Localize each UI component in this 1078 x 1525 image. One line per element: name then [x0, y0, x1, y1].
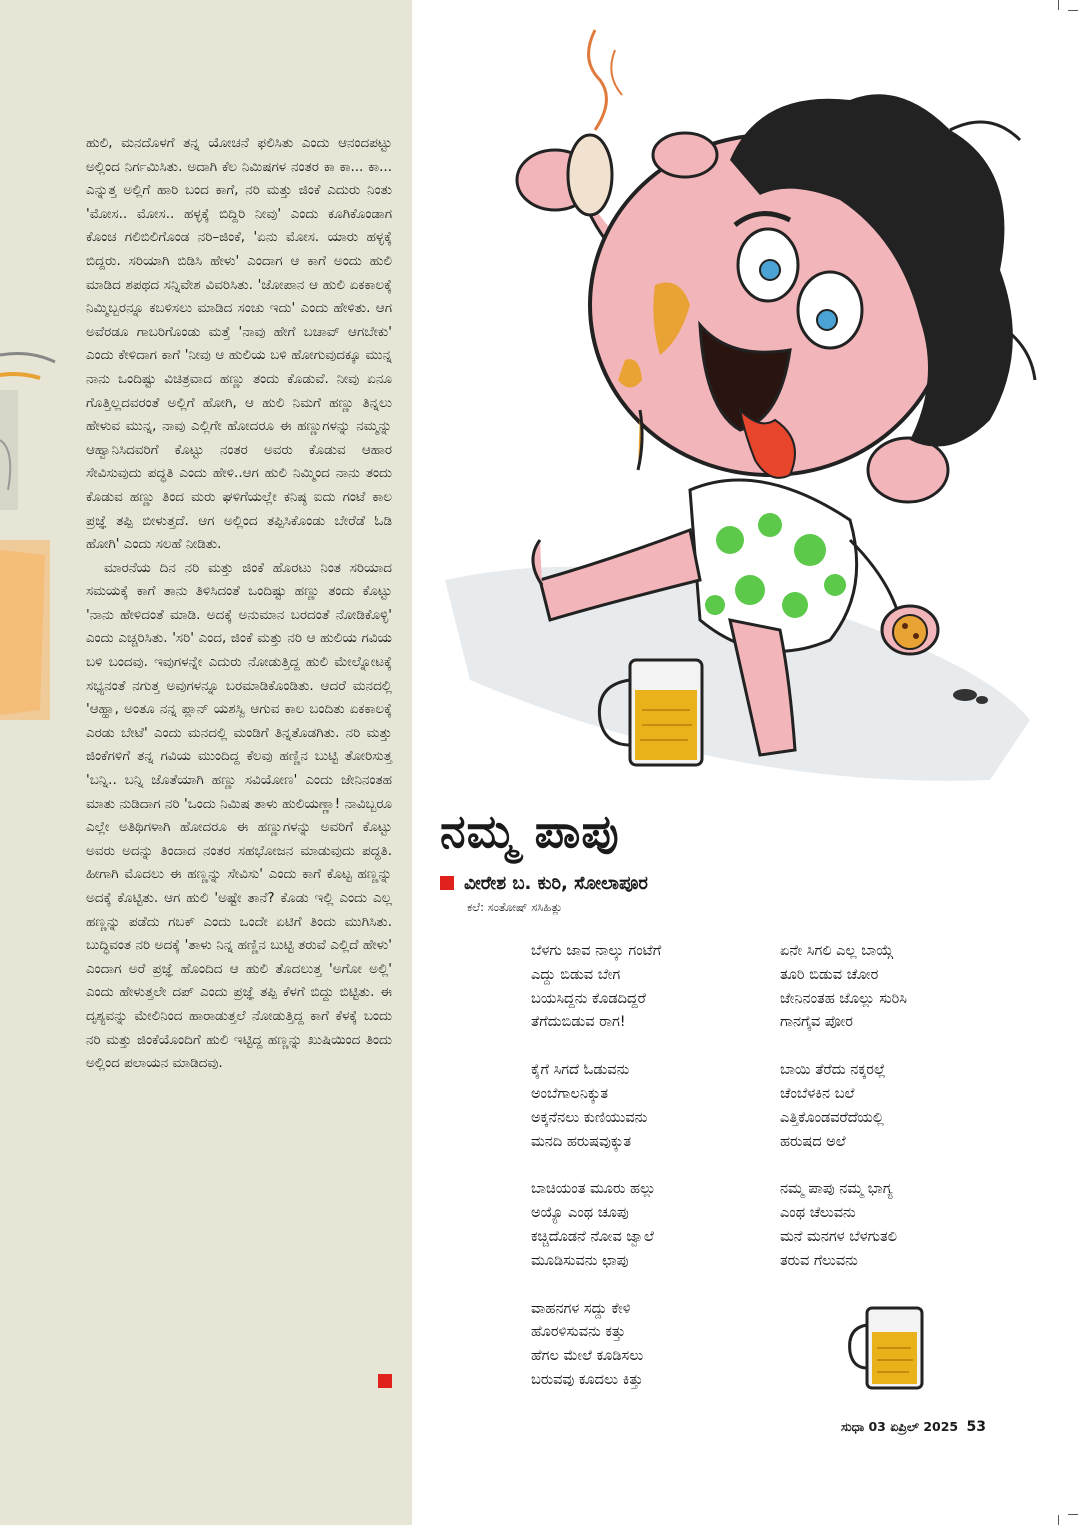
- stanza: [780, 1178, 1010, 1273]
- poem-line: ಬಾಯಿ ತೆರೆದು ನಕ್ಕರಲ್ಲೆ: [780, 1062, 886, 1079]
- author-name: ವೀರೇಶ ಬ. ಕುರಿ, ಸೋಲಾಪೂರ: [464, 873, 648, 894]
- small-beer-mug-illustration: [845, 1300, 930, 1395]
- poem-line: ಬೆಳಗು ಜಾವ ನಾಲ್ಕು ಗಂಟೆಗೆ: [531, 943, 662, 959]
- page-footer: [841, 1419, 986, 1435]
- poem-line: ತೆಗೆದುಬಿಡುವ ರಾಗ!: [531, 1014, 626, 1031]
- poem-line: ಅಯ್ಯೊ ಎಂಥ ಚೂಪು: [531, 1205, 629, 1222]
- art-credit: ಕಲೆ: ಸಂತೋಷ್ ಸಸಿಹಿತ್ಲು: [467, 900, 563, 914]
- stanza: [531, 1178, 761, 1273]
- poem-column-2: [780, 940, 1010, 1298]
- poem-line: ಎದ್ದು ಬಿಡುವ ಬೇಗ: [531, 966, 621, 983]
- poem-line: ಅಕ್ಕನೆನಲು ಕುಣಿಯುವನು: [531, 1109, 648, 1126]
- crop-mark: [1068, 10, 1078, 11]
- poem-line: ಮನೆ ಮನಗಳ ಬೆಳಗುತಲಿ: [780, 1228, 897, 1245]
- story-text: [86, 132, 392, 1076]
- poem-line: ಬಾಚಿಯಂತ ಮೂರು ಹಲ್ಲು: [531, 1181, 656, 1198]
- baby-illustration: [430, 20, 1050, 810]
- poem-column-1: [531, 940, 761, 1417]
- stanza: [531, 1298, 761, 1393]
- poem-line: ಗಾನಗೈವ ಪೋರ: [780, 1014, 853, 1031]
- story-panel: [0, 0, 412, 1525]
- poem-author: [440, 873, 648, 894]
- poem-line: ಮನದಿ ಹರುಷವುಕ್ಕುತ: [531, 1133, 632, 1150]
- crop-mark: [1058, 1515, 1059, 1525]
- stanza: [531, 940, 761, 1035]
- poem-line: ಚೆಂಬೆಳಕಿನ ಬಲೆ: [780, 1085, 855, 1102]
- poem-line: ಎತ್ತಿಕೊಂಡವರೆದೆಯಲ್ಲಿ: [780, 1109, 884, 1126]
- end-of-story-mark: [378, 1374, 392, 1388]
- author-bullet: [440, 876, 454, 890]
- side-illustration-fragment: [0, 350, 60, 730]
- poem-line: ಹೊರಳಿಸುವನು ಕತ್ತು: [531, 1324, 626, 1341]
- crop-mark: [1068, 1514, 1078, 1515]
- poem-line: ಎಂಥ ಚೆಲುವನು: [780, 1205, 856, 1222]
- story-paragraph: ಹುಲಿ, ಮನದೊಳಗೆ ತನ್ನ ಯೋಚನೆ ಫಲಿಸಿತು ಎಂದು ಆನಂದಪಟ್ಟು ಅಲ್ಲಿಂದ ನಿರ್ಗಮಿಸಿತು. ಅದಾಗಿ ಕೆಲ ನಿಮಿಷಗಳ ನಂತರ ಕಾ ಕಾ... ಕಾ... ಎನ್ನುತ್ತ ಅಲ್ಲಿಗೆ ಹಾರಿ ಬಂದ ಕಾಗೆ, ನರಿ ಮತ್ತು ಜಿಂಕೆ ಎದುರು ನಿಂತು 'ಮೋಸ.. ಮೋಸ.. ಹಳ್ಳಕ್ಕೆ ಬಿದ್ದಿರಿ ನೀವು' ಎಂದು ಕೂಗಿಕೊಂಡಾಗ ಕೊಂಚ ಗಲಿಬಿಲಿಗೊಂಡ ನರಿ–ಜಿಂಕೆ, 'ಏನು ಮೋಸ. ಯಾರು ಹಳ್ಳಕ್ಕೆ ಬಿದ್ದರು. ಸರಿಯಾಗಿ ಬಿಡಿಸಿ ಹೇಳು' ಎಂದಾಗ ಆ ಕಾಗೆ ಅಂದು ಹುಲಿ ಮಾಡಿದ ಶಪಥದ ಸನ್ನಿವೇಶ ವಿವರಿಸಿತು. 'ಜೋಪಾನ ಆ ಹುಲಿ ಏಕಕಾಲಕ್ಕೆ ನಿಮ್ಮಿಬ್ಬರನ್ನೂ ಕಬಳಿಸಲು ಮಾಡಿದ ಸಂಚು ಇದು' ಎಂದು ಹೇಳಿತು. ಆಗ ಅವೆರಡೂ ಗಾಬರಿಗೊಂಡು ಮತ್ತೆ 'ನಾವು ಹೇಗೆ ಬಚಾವ್ ಆಗಬೇಕು' ಎಂದು ಕೇಳಿದಾಗ ಕಾಗೆ 'ನೀವು ಆ ಹುಲಿಯ ಬಳಿ ಹೋಗುವುದಕ್ಕೂ ಮುನ್ನ ನಾನು ಒಂದಿಷ್ಟು ವಿಚಿತ್ರವಾದ ಹಣ್ಣು ತಂದು ಕೊಡುವೆ. ನೀವು ಏನೂ ಗೊತ್ತಿಲ್ಲದವರಂತೆ ಅಲ್ಲಿಗೆ ಹೋಗಿ, ಆ ಹುಲಿ ನಿಮಗೆ ಹಣ್ಣು ತಿನ್ನಲು ಹೇಳುವ ಮುನ್ನ, ನಾವು ಎಲ್ಲಿಗೇ ಹೋದರೂ ಈ ಹಣ್ಣುಗಳನ್ನು ನಮ್ಮನ್ನು ಆಹ್ವಾನಿಸಿದವರಿಗೆ ಕೊಟ್ಟು ನಂತರ ಅವರು ಕೊಡುವ ಆಹಾರ ಸೇವಿಸುವುದು ಪದ್ಧತಿ ಎಂದು ಹೇಳಿ..ಆಗ ಹುಲಿ ನಿಮ್ಮಿಂದ ನಾನು ತಂದು ಕೊಡುವ ಹಣ್ಣು ತಿಂದ ಮರು ಘಳಿಗೆಯಲ್ಲೇ ಕನಿಷ್ಠ ಐದು ಗಂಟೆ ಕಾಲ ಪ್ರಜ್ಞೆ ತಪ್ಪಿ ಬೀಳುತ್ತದೆ. ಆಗ ಅಲ್ಲಿಂದ ತಪ್ಪಿಸಿಕೊಂಡು ಬೇರೆಡೆ ಓಡಿ ಹೋಗಿ' ಎಂದು ಸಲಹೆ ನೀಡಿತು.: [86, 135, 392, 553]
- poem-line: ತರುವ ಗೆಲುವನು: [780, 1252, 858, 1269]
- poem-line: ಕೈಗೆ ಸಿಗದೆ ಓಡುವನು: [531, 1062, 630, 1079]
- poem-title: ನಮ್ಮ ಪಾಪು: [440, 804, 620, 858]
- story-paragraph: ಮಾರನೆಯ ದಿನ ನರಿ ಮತ್ತು ಜಿಂಕೆ ಹೊರಟು ನಿಂತ ಸರಿಯಾದ ಸಮಯಕ್ಕೆ ಕಾಗೆ ತಾನು ತಿಳಿಸಿದಂತೆ ಒಂದಿಷ್ಟು ಹಣ್ಣು ತಂದು ಕೊಟ್ಟು 'ನಾನು ಹೇಳಿದಂತೆ ಮಾಡಿ. ಅದಕ್ಕೆ ಅನುಮಾನ ಬರದಂತೆ ನೋಡಿಕೊಳ್ಳಿ' ಎಂದು ಎಚ್ಚರಿಸಿತು. 'ಸರಿ' ಎಂದ, ಜಿಂಕೆ ಮತ್ತು ನರಿ ಆ ಹುಲಿಯ ಗವಿಯ ಬಳಿ ಬಂದವು. ಇವುಗಳನ್ನೇ ಎದುರು ನೋಡುತ್ತಿದ್ದ ಹುಲಿ ಮೇಲ್ನೋಟಕ್ಕೆ ಸಭ್ಯನಂತೆ ನಗುತ್ತ ಅವುಗಳನ್ನೂ ಬರಮಾಡಿಕೊಂಡಿತು. ಆದರೆ ಮನದಲ್ಲಿ 'ಆಹ್ಹಾ, ಅಂತೂ ನನ್ನ ಪ್ಲಾನ್ ಯಶಸ್ವಿ ಆಗುವ ಕಾಲ ಬಂದಿತು ಏಕಕಾಲಕ್ಕೆ ಎರಡು ಬೇಟೆ' ಎಂದು ಮನದಲ್ಲಿ ಮಂಡಿಗೆ ತಿನ್ನತೊಡಗಿತು. ನರಿ ಮತ್ತು ಜಿಂಕೆಗಳಿಗೆ ತನ್ನ ಗವಿಯ ಮುಂದಿದ್ದ ಕೆಲವು ಹಣ್ಣಿನ ಬುಟ್ಟಿ ತೋರಿಸುತ್ತ 'ಬನ್ನಿ.. ಬನ್ನಿ ಜೊತೆಯಾಗಿ ಹಣ್ಣು ಸವಿಯೋಣ' ಎಂದು ಜೇನಿನಂತಹ ಮಾತು ನುಡಿದಾಗ ನರಿ 'ಒಂದು ನಿಮಿಷ ತಾಳು ಹುಲಿಯಣ್ಣಾ! ನಾವಿಬ್ಬರೂ ಎಲ್ಲೇ ಅತಿಥಿಗಳಾಗಿ ಹೋದರೂ ಈ ಹಣ್ಣುಗಳನ್ನು ಅವರಿಗೆ ಕೊಟ್ಟು ಅವರು ಅದನ್ನು ತಿಂದಾದ ನಂತರ ಸಹಭೋಜನ ಮಾಡುವುದು ಪದ್ಧತಿ. ಹೀಗಾಗಿ ಮೊದಲು ಈ ಹಣ್ಣನ್ನು ಸೇವಿಸು' ಎಂದು ಕಾಗೆ ಕೊಟ್ಟ ಹಣ್ಣನ್ನು ಅದಕ್ಕೆ ಕೊಟ್ಟಿತು. ಆಗ ಹುಲಿ 'ಅಷ್ಟೇ ತಾನೆ? ಕೊಡು ಇಲ್ಲಿ ಎಂದು ಎಲ್ಲ ಹಣ್ಣನ್ನು ಪಡೆದು ಗಬಕ್ ಎಂದು ಒಂದೇ ಏಟಿಗೆ ತಿಂದು ಮುಗಿಸಿತು. ಬುದ್ಧಿವಂತ ನರಿ ಅದಕ್ಕೆ 'ತಾಳು ನಿನ್ನ ಹಣ್ಣಿನ ಬುಟ್ಟಿ ತರುವೆ ಎಲ್ಲಿದೆ ಹೇಳು' ಎಂದಾಗ ಅರೆ ಪ್ರಜ್ಞೆ ಹೊಂದಿದ ಆ ಹುಲಿ ತೊದಲುತ್ತ 'ಅಗೋ ಅಲ್ಲಿ' ಎಂದು ಹೇಳುತ್ತಲೇ ದಪ್ ಎಂದು ಪ್ರಜ್ಞೆ ತಪ್ಪಿ ಕೆಳಗೆ ಬಿದ್ದು ಬಿಟ್ಟಿತು. ಈ ದೃಶ್ಯವನ್ನು ಮೇಲಿನಿಂದ ಹಾರಾಡುತ್ತಲೆ ನೋಡುತ್ತಿದ್ದ ಕಾಗೆ ಕೆಳಕ್ಕೆ ಬಂದು ನರಿ ಮತ್ತು ಜಿಂಕೆಯೊಂದಿಗೆ ಹುಲಿ ಇಟ್ಟಿದ್ದ ಹಣ್ಣನ್ನು ಖುಷಿಯಿಂದ ತಿಂದು ಅಲ್ಲಿಂದ ಪಲಾಯನ ಮಾಡಿದವು.: [86, 559, 392, 1072]
- poem-line: ಹೆಗಲ ಮೇಲೆ ಕೂಡಿಸಲು: [531, 1348, 644, 1365]
- poem-line: ಏನೇ ಸಿಗಲಿ ಎಲ್ಲ ಬಾಯ್ಗೆ: [780, 943, 894, 959]
- poem-line: ಬಯಸಿದ್ದನು ಕೊಡದಿದ್ದರೆ: [531, 990, 646, 1007]
- poem-line: ವಾಹನಗಳ ಸದ್ದು ಕೇಳಿ: [531, 1300, 631, 1317]
- poem-line: ತೂರಿ ಬಿಡುವ ಚೋರ: [780, 966, 879, 983]
- poem-line: ಬರುವವು ಕೂದಲು ಕಿತ್ತು: [531, 1371, 643, 1388]
- stanza: [531, 1059, 761, 1154]
- poem-line: ಅಂಬೆಗಾಲನಿಕ್ಕುತ: [531, 1085, 609, 1102]
- page-number: 53: [966, 1419, 986, 1435]
- poem-line: ಮೂಡಿಸುವನು ಛಾಪು: [531, 1252, 629, 1269]
- crop-mark: [1058, 0, 1059, 10]
- poem-line: ಕಚ್ಚಿದೊಡನೆ ನೋವ ಜ್ವಾಲೆ: [531, 1228, 654, 1245]
- poem-line: ನಮ್ಮ ಪಾಪು ನಮ್ಮ ಭಾಗ್ಯ: [780, 1181, 893, 1198]
- stanza: [780, 1059, 1010, 1154]
- poem-line: ಜೇನಿನಂತಹ ಜೊಲ್ಲು ಸುರಿಸಿ: [780, 990, 907, 1007]
- magazine-date: ಸುಧಾ 03 ಏಪ್ರಿಲ್ 2025: [841, 1419, 959, 1434]
- poem-line: ಹರುಷದ ಅಲೆ: [780, 1133, 846, 1150]
- stanza: [780, 940, 1010, 1035]
